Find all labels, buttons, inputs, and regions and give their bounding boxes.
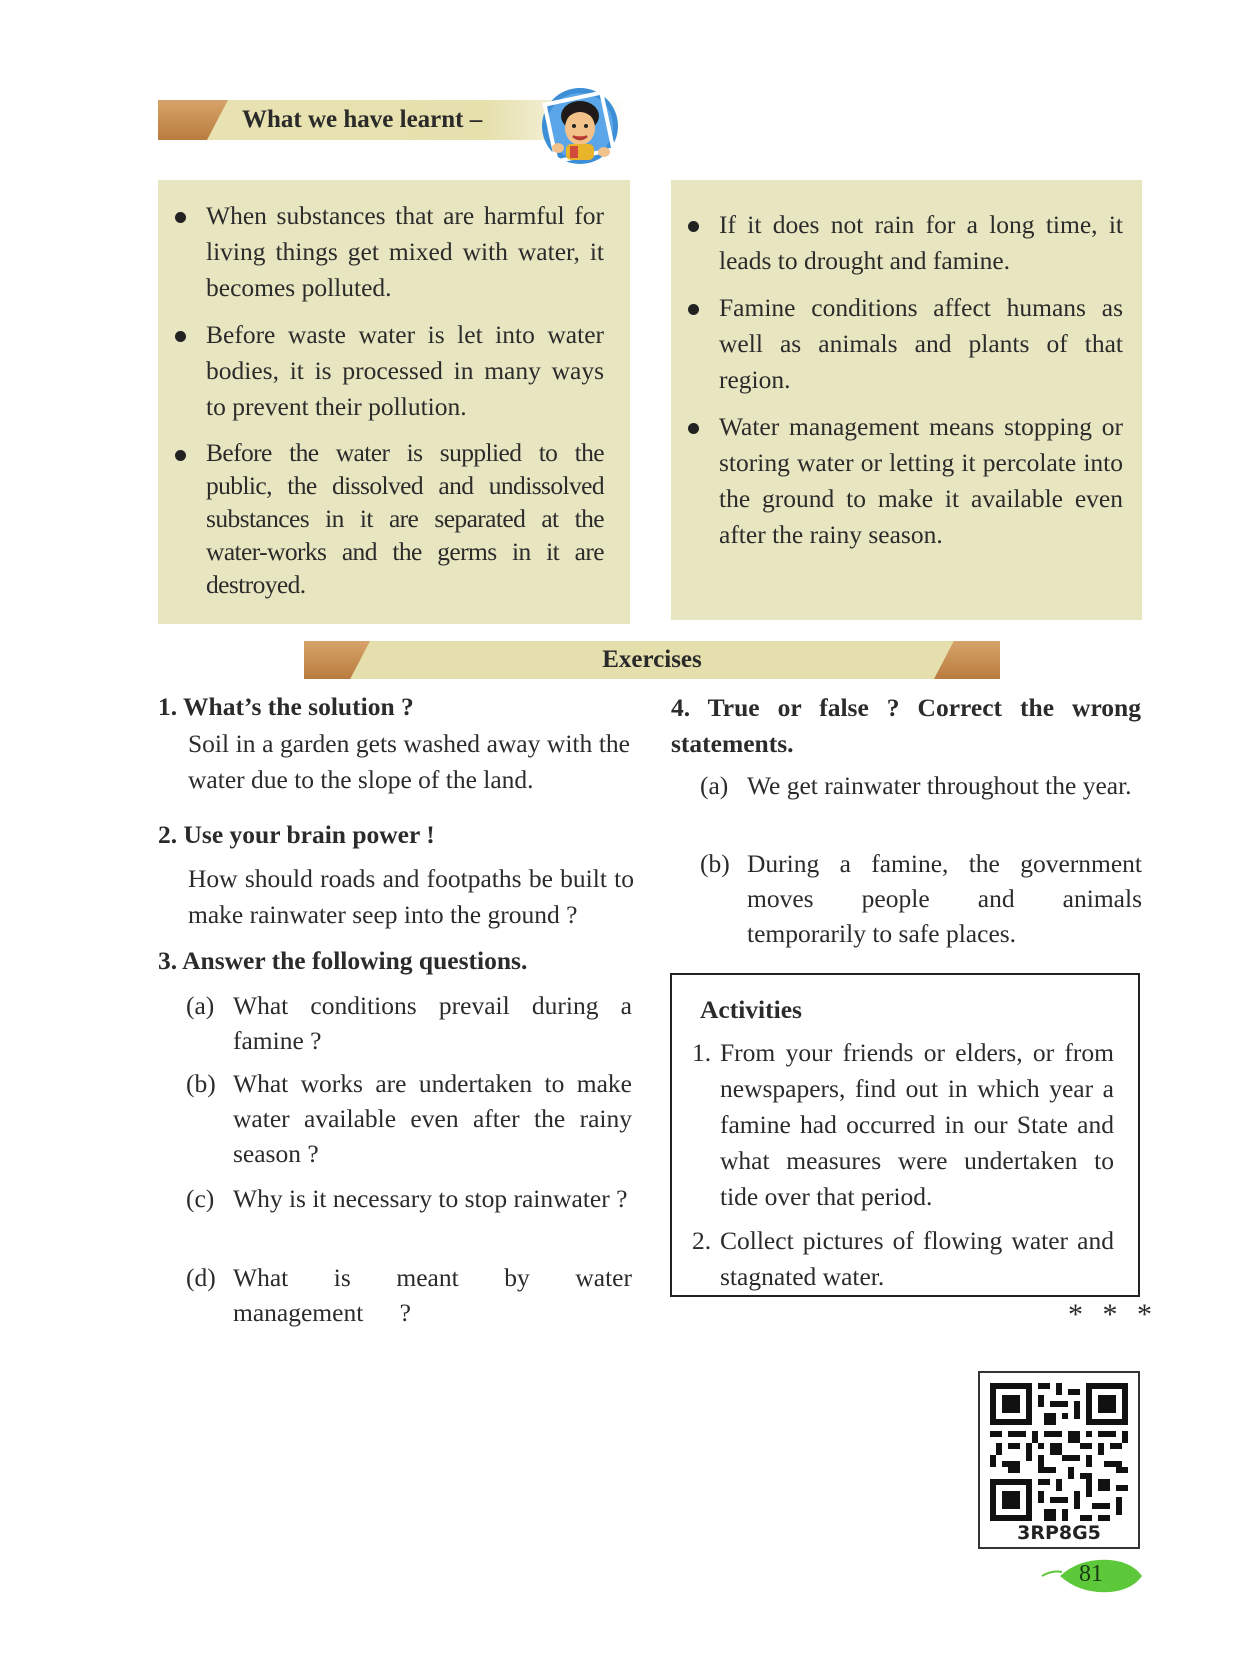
question-4-heading (671, 690, 1141, 762)
exercises-header-bar (304, 641, 1000, 679)
item-label: (a) (186, 991, 215, 1020)
item-text: What is meant by water management ? (233, 1263, 632, 1327)
item-label: (d) (186, 1263, 216, 1292)
summary-box-right (671, 180, 1142, 620)
bullet-icon (688, 304, 699, 315)
item-text: Why is it necessary to stop rainwater ? (233, 1184, 628, 1213)
activity-text: From your friends or elders, or from newspapers, find out in which year a famine had occurred in our State and what measures were undertaken to tide over that period. (720, 1038, 1114, 1211)
question-3b (186, 1066, 632, 1174)
summary-point: If it does not rain for a long time, it leads to drought and famine. (671, 207, 1123, 279)
item-label: (c) (186, 1184, 215, 1213)
girl-avatar-icon (536, 86, 622, 170)
bullet-icon (175, 331, 186, 342)
activity-text: Collect pictures of flowing water and stagnated water. (720, 1226, 1114, 1291)
activity-number: 1. (692, 1038, 712, 1067)
item-label: (a) (700, 771, 729, 800)
qr-code-label: 3RP8G5 (1017, 1522, 1101, 1544)
question-4b (700, 846, 1142, 954)
qr-pattern-icon (990, 1383, 1128, 1521)
item-label: (b) (700, 849, 730, 878)
question-3c (186, 1181, 632, 1253)
item-text: What conditions prevail during a famine ? (233, 991, 632, 1055)
activity-item (692, 1035, 1114, 1215)
end-mark: * * * (1068, 1298, 1158, 1331)
learnt-title: What we have learnt – (242, 106, 483, 133)
question-3a (186, 988, 632, 1060)
question-1-text: Soil in a garden gets washed away with the water due to the slope of the land. (188, 729, 630, 794)
item-text: What works are undertaken to make water available even after the rainy season ? (233, 1069, 632, 1168)
question-1-heading: 1. What’s the solution ? (158, 692, 414, 721)
bullet-icon (688, 221, 699, 232)
question-3d (186, 1260, 632, 1332)
question-4-heading-text: 4. True or false ? Correct the wrong statements. (671, 693, 1141, 758)
question-2-text: How should roads and footpaths be built to make rainwater seep into the ground ? (188, 864, 634, 929)
exercises-title: Exercises (602, 646, 702, 673)
bullet-icon (175, 212, 186, 223)
qr-code[interactable] (978, 1371, 1140, 1549)
item-text: During a famine, the government moves people and animals temporarily to safe places. (747, 849, 1142, 948)
item-text: We get rainwater throughout the year. (747, 771, 1132, 800)
item-label: (b) (186, 1069, 216, 1098)
activities-title: Activities (700, 995, 802, 1024)
header-left-tab (158, 100, 228, 140)
activities-box (670, 973, 1140, 1297)
activity-item (692, 1223, 1114, 1295)
summary-point: Before the water is supplied to the public, the dissolved and undissolved substances in it are separated at the water-works and the germs in it are destroyed. (158, 436, 604, 601)
question-4a (700, 768, 1142, 840)
summary-box-left (158, 180, 630, 624)
bullet-icon (175, 450, 186, 461)
summary-point: Water management means stopping or storing water or letting it percolate into the ground to make it available even after the rainy season. (671, 409, 1123, 553)
page-number: 81 (1079, 1561, 1103, 1587)
summary-point: Before waste water is let into water bodies, it is processed in many ways to prevent their pollution. (158, 317, 604, 425)
question-3-heading: 3. Answer the following questions. (158, 946, 528, 975)
question-2-heading: 2. Use your brain power ! (158, 820, 435, 849)
summary-point: When substances that are harmful for living things get mixed with water, it becomes polluted. (158, 198, 604, 306)
activity-number: 2. (692, 1226, 712, 1255)
summary-point: Famine conditions affect humans as well as animals and plants of that region. (671, 290, 1123, 398)
bullet-icon (688, 423, 699, 434)
